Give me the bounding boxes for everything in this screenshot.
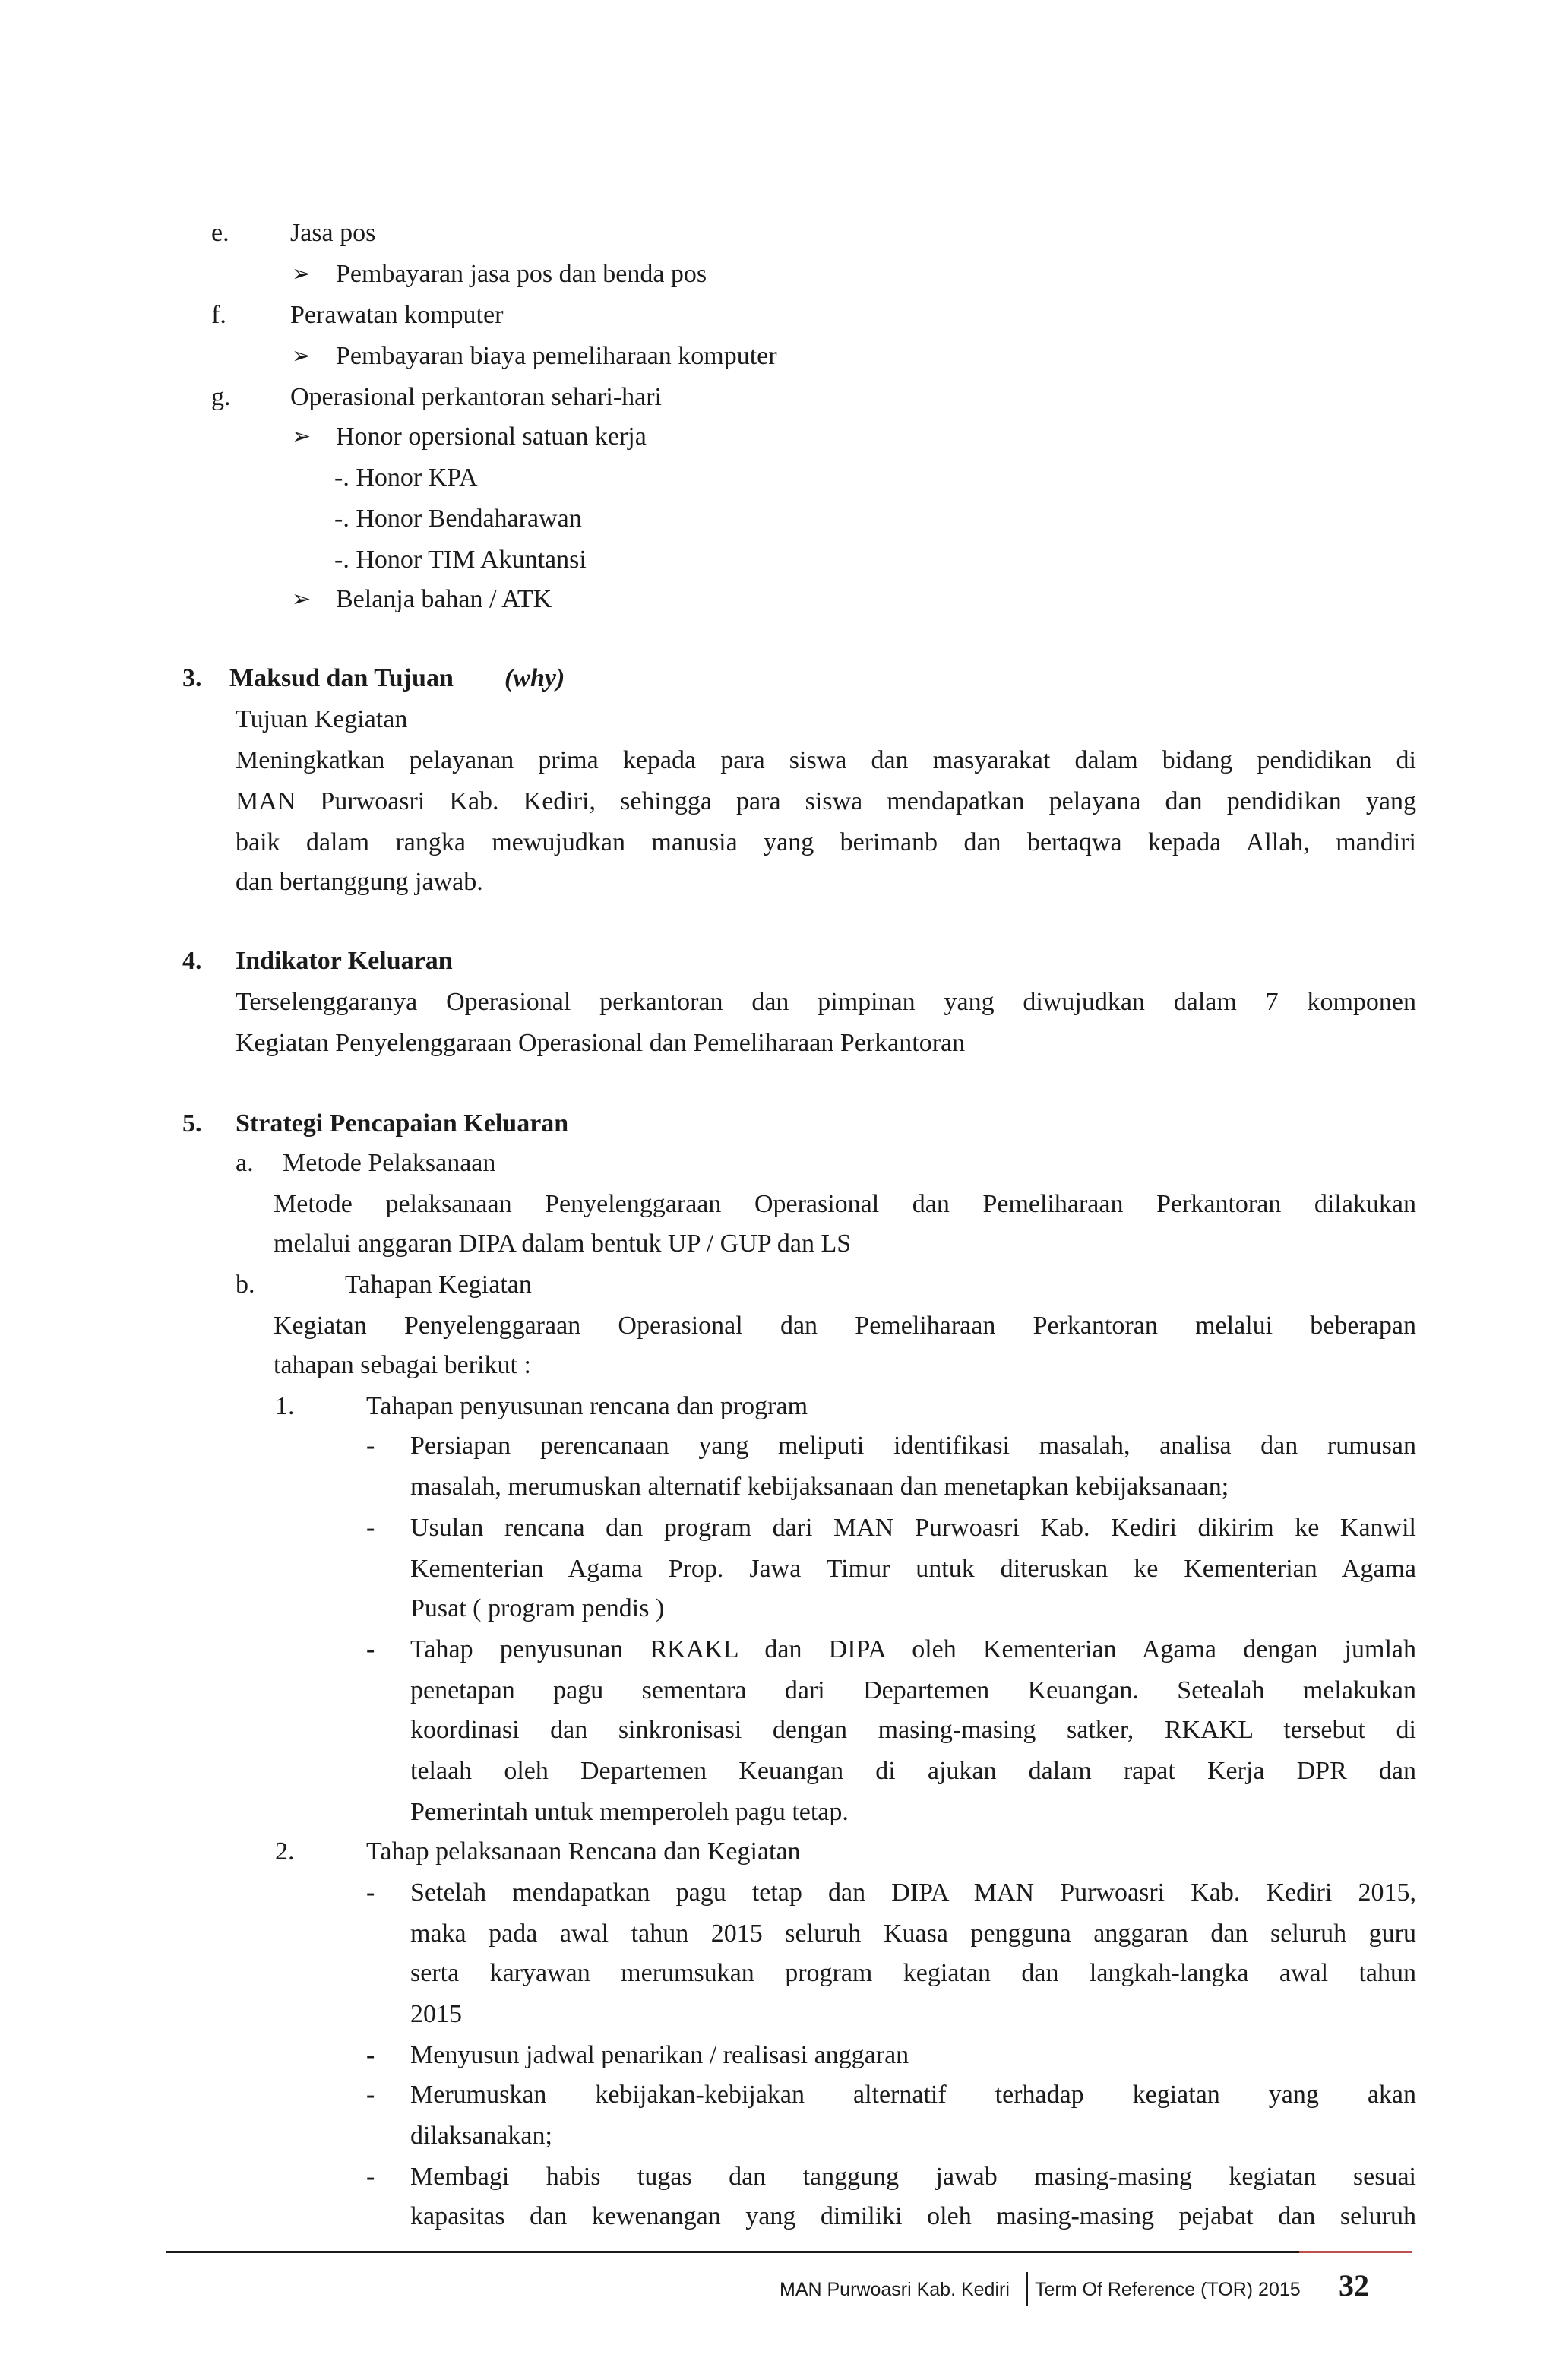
page-number: 32	[1339, 2268, 1369, 2302]
step-2-bullet-line: kapasitas dan kewenangan yang dimiliki oleh masing-masing pejabat dan seluruh	[410, 2202, 1416, 2230]
section-3-title: Maksud dan Tujuan	[229, 664, 454, 692]
step-2-bullet-line: Menyusun jadwal penarikan / realisasi anggaran	[410, 2041, 909, 2069]
item-g-title: Operasional perkantoran sehari-hari	[290, 383, 662, 411]
arrow-bullet-icon: ➢	[292, 586, 312, 612]
step-1-marker: 1.	[275, 1392, 295, 1420]
section-3-number: 3.	[182, 664, 202, 692]
item-e-bullet: Pembayaran jasa pos dan benda pos	[336, 260, 707, 288]
section-4-line: Terselenggaranya Operasional perkantoran dan pimpinan yang diwujudkan dalam 7 komponen	[236, 988, 1416, 1016]
item-e-title: Jasa pos	[290, 219, 376, 247]
section-5-title: Strategi Pencapaian Keluaran	[236, 1109, 569, 1138]
step-1-bullet-line: Pemerintah untuk memperoleh pagu tetap.	[410, 1798, 849, 1826]
arrow-bullet-icon: ➢	[292, 423, 312, 450]
section-5-b-title: Tahapan Kegiatan	[345, 1271, 532, 1299]
section-4-title: Indikator Keluaran	[236, 947, 453, 975]
footer-separator	[1026, 2272, 1028, 2306]
item-f-marker: f.	[211, 301, 226, 329]
step-2-title: Tahap pelaksanaan Rencana dan Kegiatan	[366, 1837, 801, 1866]
step-2-bullet-line: Membagi habis tugas dan tanggung jawab masing-masing kegiatan sesuai	[410, 2163, 1416, 2191]
dash-bullet-icon: -	[366, 1432, 375, 1460]
step-1-bullet-line: koordinasi dan sinkronisasi dengan masing-masing satker, RKAKL tersebut di	[410, 1716, 1416, 1744]
section-5-a-title: Metode Pelaksanaan	[283, 1149, 496, 1177]
step-1-bullet-line: masalah, merumuskan alternatif kebijaksanaan dan menetapkan kebijaksanaan;	[410, 1473, 1229, 1501]
dash-bullet-icon: -	[366, 1878, 375, 1907]
section-5-a-line: Metode pelaksanaan Penyelenggaraan Operasional dan Pemeliharaan Perkantoran dilakukan	[274, 1190, 1416, 1218]
step-2-bullet-line: dilaksanakan;	[410, 2122, 552, 2150]
step-1-bullet-line: Usulan rencana dan program dari MAN Purwoasri Kab. Kediri dikirim ke Kanwil	[410, 1514, 1416, 1542]
item-g-sub-1: -. Honor KPA	[334, 464, 478, 492]
dash-bullet-icon: -	[366, 2163, 375, 2191]
item-e-marker: e.	[211, 219, 229, 247]
step-1-title: Tahapan penyusunan rencana dan program	[366, 1392, 808, 1420]
item-g-bullet-1: Honor opersional satuan kerja	[336, 423, 647, 451]
section-5-a-line: melalui anggaran DIPA dalam bentuk UP / GUP dan LS	[274, 1230, 852, 1258]
step-2-bullet-line: maka pada awal tahun 2015 seluruh Kuasa pengguna anggaran dan seluruh guru	[410, 1920, 1416, 1948]
step-2-bullet-line: Merumuskan kebijakan-kebijakan alternatif terhadap kegiatan yang akan	[410, 2081, 1416, 2109]
section-5-b-line: tahapan sebagai berikut :	[274, 1351, 531, 1379]
dash-bullet-icon: -	[366, 2041, 375, 2069]
item-f-title: Perawatan komputer	[290, 301, 504, 329]
section-3-subtitle: Tujuan Kegiatan	[236, 705, 408, 733]
footer-accent-rule	[1299, 2251, 1412, 2253]
footer-rule	[166, 2251, 1412, 2253]
item-g-marker: g.	[211, 383, 231, 411]
section-3-line: baik dalam rangka mewujudkan manusia yang berimanb dan bertaqwa kepada Allah, mandiri	[236, 828, 1416, 856]
step-1-bullet-line: Tahap penyusunan RKAKL dan DIPA oleh Kementerian Agama dengan jumlah	[410, 1635, 1416, 1663]
arrow-bullet-icon: ➢	[292, 343, 312, 369]
section-5-b-line: Kegiatan Penyelenggaraan Operasional dan Pemeliharaan Perkantoran melalui beberapan	[274, 1312, 1416, 1340]
step-1-bullet-line: Persiapan perencanaan yang meliputi identifikasi masalah, analisa dan rumusan	[410, 1432, 1416, 1460]
step-2-marker: 2.	[275, 1837, 295, 1866]
section-4-line: Kegiatan Penyelenggaraan Operasional dan Pemeliharaan Perkantoran	[236, 1029, 966, 1057]
footer-institution: MAN Purwoasri Kab. Kediri	[780, 2279, 1010, 2300]
step-2-bullet-line: 2015	[410, 2000, 462, 2028]
dash-bullet-icon: -	[366, 2081, 375, 2109]
item-f-bullet: Pembayaran biaya pemeliharaan komputer	[336, 342, 777, 370]
section-4-number: 4.	[182, 947, 202, 975]
step-1-bullet-line: Pusat ( program pendis )	[410, 1594, 665, 1622]
section-5-number: 5.	[182, 1109, 202, 1138]
section-3-line: MAN Purwoasri Kab. Kediri, sehingga para siswa mendapatkan pelayana dan pendidikan yang	[236, 787, 1416, 815]
step-2-bullet-line: Setelah mendapatkan pagu tetap dan DIPA MAN Purwoasri Kab. Kediri 2015,	[410, 1878, 1416, 1907]
dash-bullet-icon: -	[366, 1514, 375, 1542]
step-2-bullet-line: serta karyawan merumsukan program kegiatan dan langkah-langka awal tahun	[410, 1959, 1416, 1987]
section-3-line: Meningkatkan pelayanan prima kepada para siswa dan masyarakat dalam bidang pendidikan di	[236, 746, 1416, 774]
footer-document-title: Term Of Reference (TOR) 2015	[1035, 2279, 1301, 2300]
step-1-bullet-line: telaah oleh Departemen Keuangan di ajukan dalam rapat Kerja DPR dan	[410, 1757, 1416, 1785]
section-3-line: dan bertanggung jawab.	[236, 868, 483, 896]
section-5-a-marker: a.	[236, 1149, 254, 1177]
section-5-b-marker: b.	[236, 1271, 255, 1299]
step-1-bullet-line: penetapan pagu sementara dari Departemen Keuangan. Setealah melakukan	[410, 1676, 1416, 1704]
item-g-sub-3: -. Honor TIM Akuntansi	[334, 546, 587, 574]
step-1-bullet-line: Kementerian Agama Prop. Jawa Timur untuk diteruskan ke Kementerian Agama	[410, 1555, 1416, 1583]
arrow-bullet-icon: ➢	[292, 261, 312, 287]
section-3-title-italic: (why)	[504, 664, 565, 692]
item-g-sub-2: -. Honor Bendaharawan	[334, 505, 582, 533]
item-g-bullet-2: Belanja bahan / ATK	[336, 585, 552, 613]
dash-bullet-icon: -	[366, 1635, 375, 1663]
